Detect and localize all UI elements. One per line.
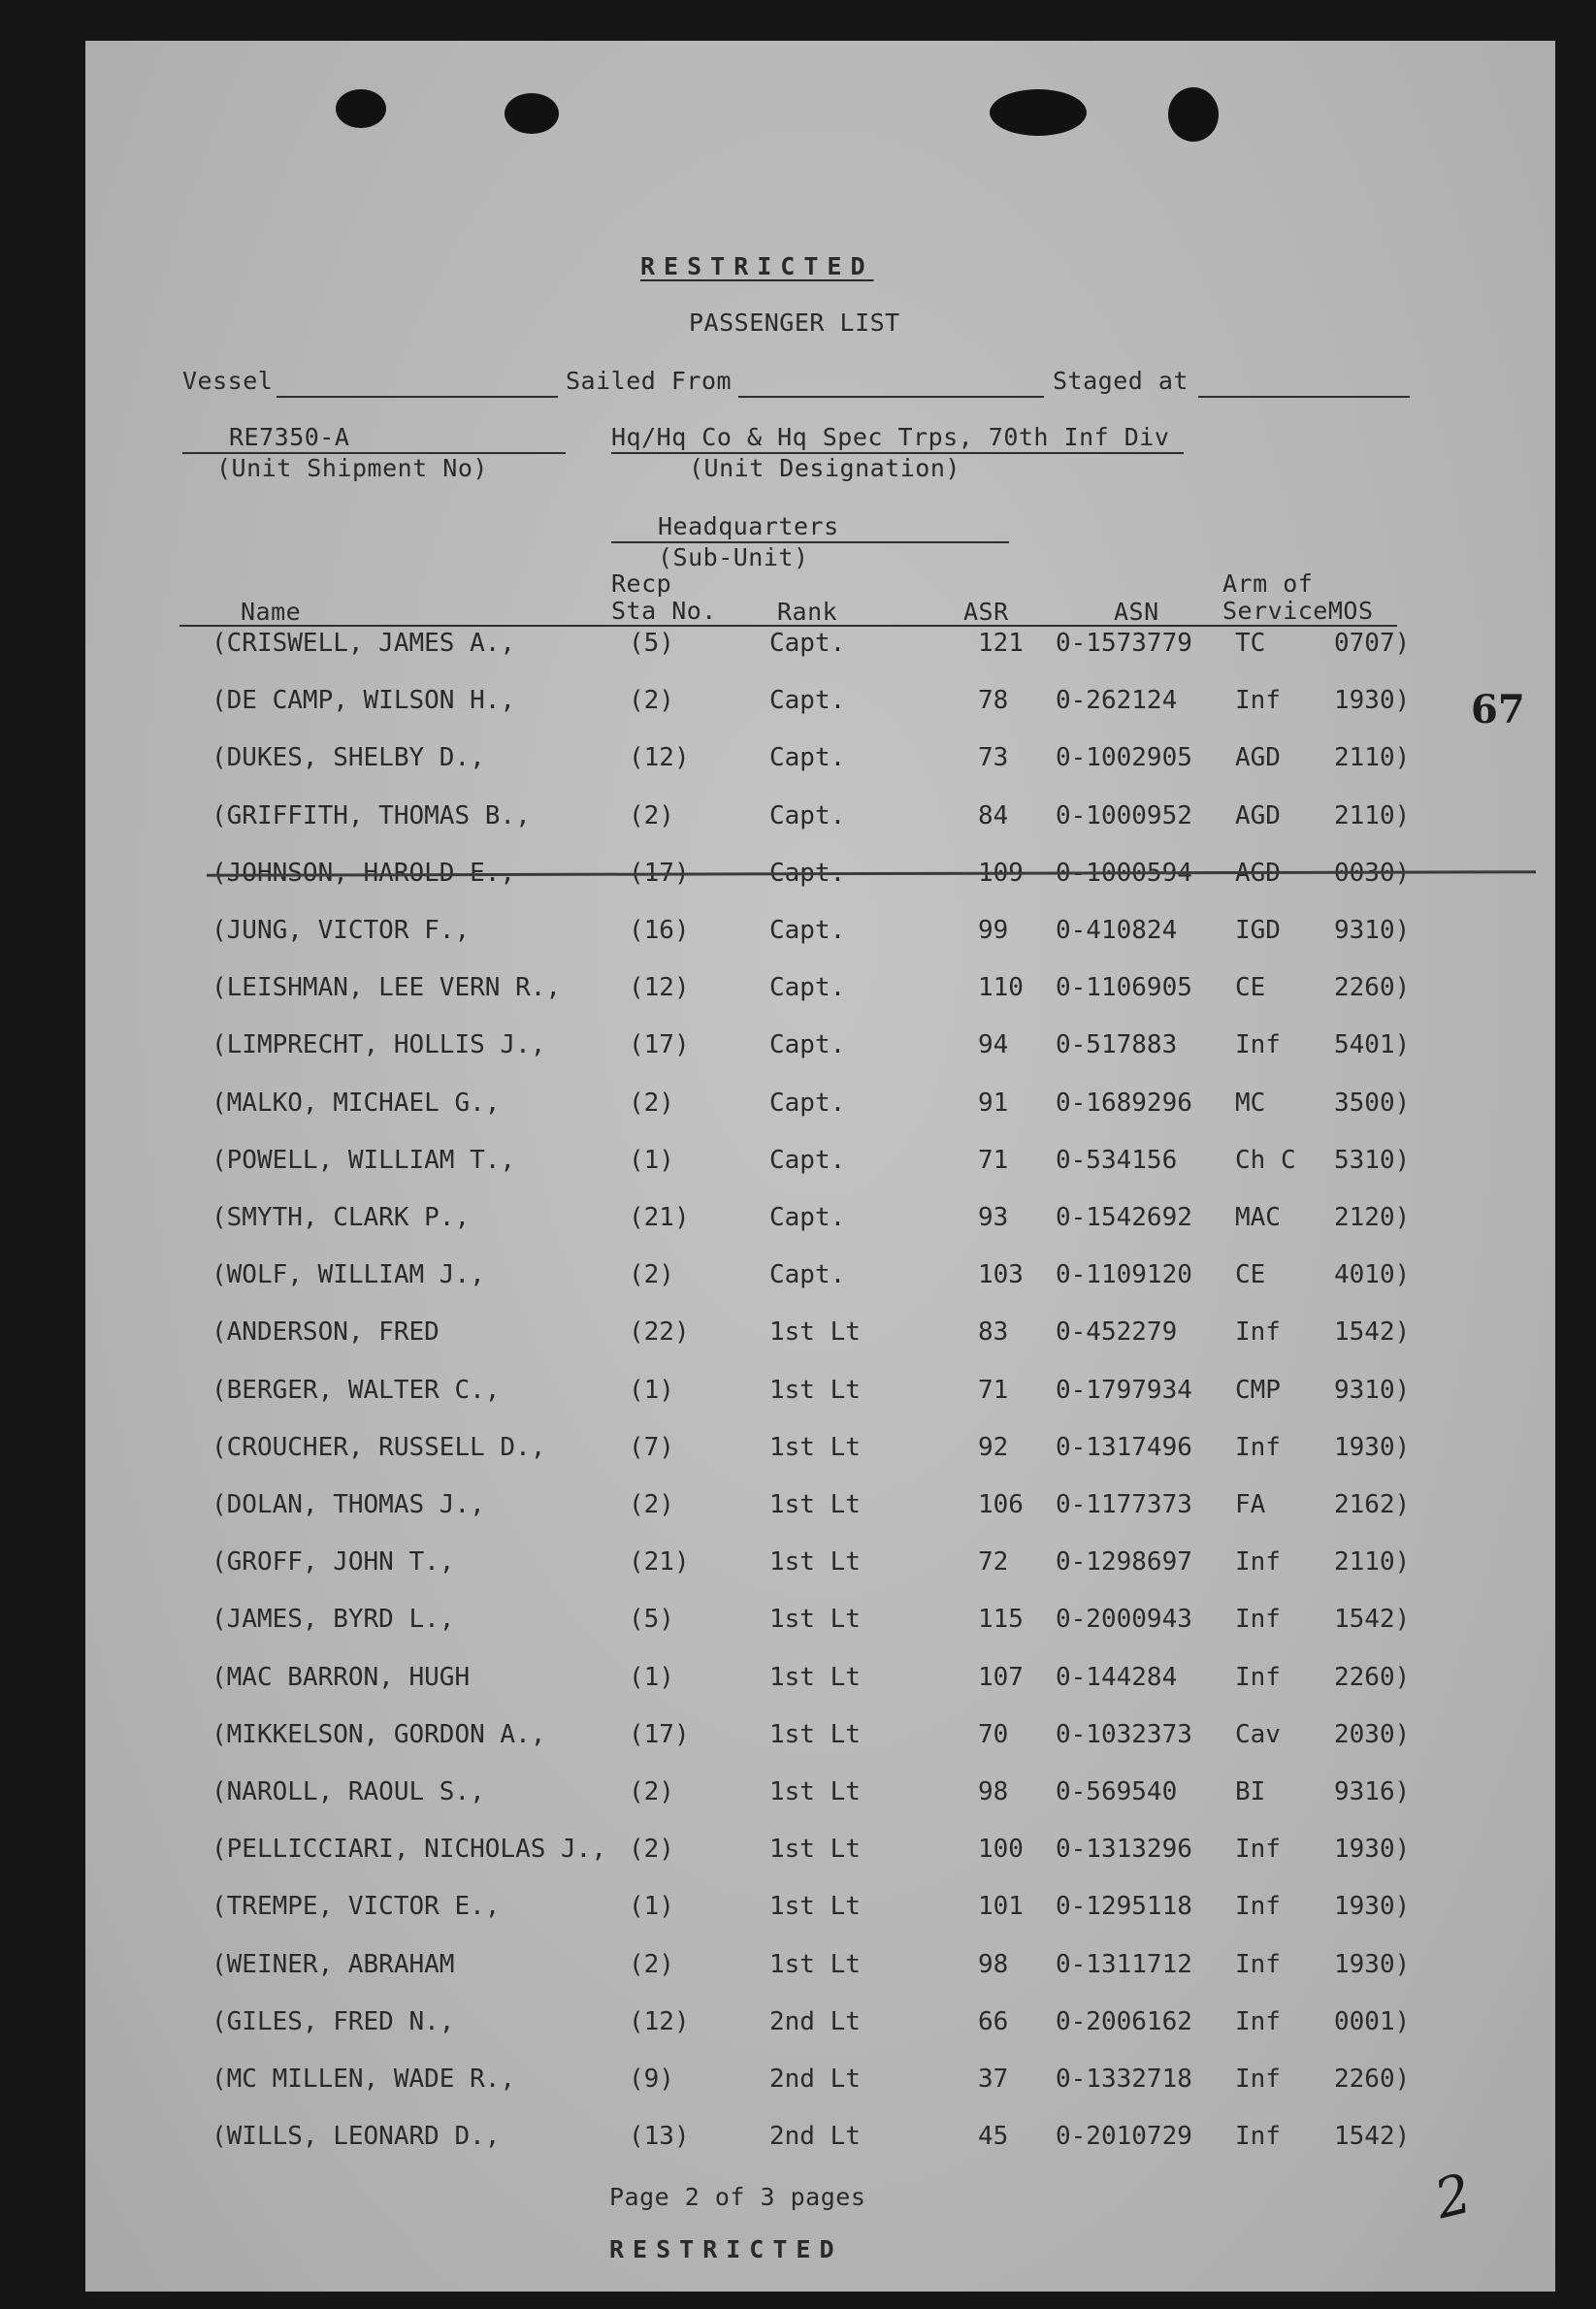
table-row	[85, 2120, 1555, 2159]
cell-arm-of-service: Inf	[1235, 1547, 1281, 1577]
cell-arm-of-service: TC	[1235, 629, 1266, 658]
cell-recp-sta-no: (22)	[629, 1317, 690, 1348]
cell-name: (CROUCHER, RUSSELL D.,	[212, 1432, 546, 1462]
table-row	[85, 1258, 1555, 1297]
cell-rank: Capt.	[769, 1203, 846, 1232]
column-header-recp-line1: Recp	[611, 569, 672, 598]
punch-hole	[990, 89, 1087, 136]
cell-rank: 1st Lt	[769, 1892, 861, 1922]
cell-recp-sta-no: (7)	[629, 1432, 674, 1462]
cell-asn: 0-517883	[1056, 1030, 1178, 1060]
table-row	[85, 741, 1555, 780]
cell-rank: Capt.	[769, 629, 846, 658]
cell-rank: 2nd Lt	[769, 2065, 861, 2094]
staged-at-label: Staged at	[1053, 367, 1189, 395]
unit-shipment-caption: (Unit Shipment No)	[216, 454, 488, 482]
table-row	[85, 1661, 1555, 1700]
cell-rank: 2nd Lt	[769, 2122, 861, 2152]
cell-recp-sta-no: (12)	[629, 973, 690, 1003]
cell-asr: 37	[978, 2065, 1009, 2094]
cell-arm-of-service: CE	[1235, 973, 1266, 1003]
cell-asr: 73	[978, 743, 1009, 773]
cell-asn: 0-1032373	[1056, 1719, 1192, 1749]
table-row	[85, 1890, 1555, 1929]
cell-asr: 106	[978, 1490, 1024, 1519]
cell-recp-sta-no: (5)	[629, 629, 674, 658]
column-header-asn: ASN	[1114, 598, 1159, 626]
cell-mos: 1930)	[1334, 1892, 1411, 1922]
cell-arm-of-service: AGD	[1235, 858, 1281, 888]
cell-asn: 0-2006162	[1056, 2006, 1192, 2036]
cell-recp-sta-no: (1)	[629, 1892, 674, 1922]
cell-recp-sta-no: (16)	[629, 916, 690, 945]
cell-arm-of-service: Inf	[1235, 1835, 1281, 1865]
cell-mos: 2110)	[1334, 743, 1411, 773]
cell-name: (WILLS, LEONARD D.,	[212, 2122, 501, 2152]
cell-recp-sta-no: (1)	[629, 1145, 674, 1175]
cell-arm-of-service: Inf	[1235, 2122, 1281, 2152]
table-row	[85, 1201, 1555, 1240]
punch-hole	[336, 89, 386, 128]
cell-mos: 2260)	[1334, 2065, 1411, 2094]
cell-recp-sta-no: (13)	[629, 2122, 690, 2152]
cell-asr: 78	[978, 686, 1009, 716]
cell-asn: 0-1295118	[1056, 1892, 1192, 1922]
cell-asn: 0-410824	[1056, 916, 1178, 945]
cell-asr: 91	[978, 1088, 1009, 1118]
cell-asr: 121	[978, 629, 1024, 658]
cell-asn: 0-1311712	[1056, 1949, 1192, 1979]
unit-designation-caption: (Unit Designation)	[689, 454, 961, 482]
cell-arm-of-service: Inf	[1235, 1949, 1281, 1979]
table-row	[85, 1545, 1555, 1584]
cell-recp-sta-no: (2)	[629, 1088, 674, 1118]
cell-rank: Capt.	[769, 1030, 846, 1060]
cell-name: (PELLICCIARI, NICHOLAS J.,	[212, 1835, 606, 1865]
cell-arm-of-service: CE	[1235, 1260, 1266, 1290]
column-header-rank: Rank	[777, 598, 838, 626]
table-row	[85, 1028, 1555, 1067]
cell-mos: 0001)	[1334, 2006, 1411, 2036]
table-row	[85, 1718, 1555, 1757]
cell-recp-sta-no: (2)	[629, 1490, 674, 1519]
cell-arm-of-service: FA	[1235, 1490, 1266, 1519]
cell-rank: Capt.	[769, 1145, 846, 1175]
sub-unit-caption: (Sub-Unit)	[658, 543, 809, 571]
cell-recp-sta-no: (1)	[629, 1375, 674, 1405]
cell-asr: 93	[978, 1203, 1009, 1232]
table-row	[85, 857, 1555, 895]
cell-rank: 1st Lt	[769, 1835, 861, 1865]
cell-rank: 1st Lt	[769, 1719, 861, 1749]
cell-arm-of-service: Ch C	[1235, 1145, 1296, 1175]
cell-mos: 2260)	[1334, 1662, 1411, 1692]
cell-arm-of-service: Inf	[1235, 1030, 1281, 1060]
cell-rank: Capt.	[769, 916, 846, 945]
cell-rank: Capt.	[769, 973, 846, 1003]
punch-hole	[1168, 87, 1219, 142]
table-row	[85, 914, 1555, 953]
cell-asr: 70	[978, 1719, 1009, 1749]
cell-mos: 9310)	[1334, 916, 1411, 945]
cell-name: (ANDERSON, FRED	[212, 1317, 440, 1348]
column-header-name: Name	[241, 598, 302, 626]
cell-asn: 0-1317496	[1056, 1432, 1192, 1462]
cell-name: (CRISWELL, JAMES A.,	[212, 629, 516, 658]
cell-recp-sta-no: (2)	[629, 1835, 674, 1865]
cell-mos: 2110)	[1334, 800, 1411, 830]
cell-name: (JAMES, BYRD L.,	[212, 1605, 455, 1635]
cell-mos: 9310)	[1334, 1375, 1411, 1405]
cell-recp-sta-no: (5)	[629, 1605, 674, 1635]
cell-mos: 3500)	[1334, 1088, 1411, 1118]
cell-mos: 2120)	[1334, 1203, 1411, 1232]
cell-asn: 0-1002905	[1056, 743, 1192, 773]
cell-name: (GROFF, JOHN T.,	[212, 1547, 455, 1577]
sailed-from-field-line	[738, 396, 1044, 398]
cell-mos: 2162)	[1334, 1490, 1411, 1519]
cell-mos: 0707)	[1334, 629, 1411, 658]
cell-asr: 71	[978, 1145, 1009, 1175]
table-row	[85, 1488, 1555, 1527]
cell-name: (LEISHMAN, LEE VERN R.,	[212, 973, 562, 1003]
cell-mos: 2260)	[1334, 973, 1411, 1003]
cell-arm-of-service: Inf	[1235, 2006, 1281, 2036]
column-header-arm-line2	[1222, 598, 1374, 625]
cell-recp-sta-no: (2)	[629, 800, 674, 830]
cell-rank: Capt.	[769, 743, 846, 773]
cell-mos: 1930)	[1334, 686, 1411, 716]
cell-asn: 0-1177373	[1056, 1490, 1192, 1519]
cell-asr: 66	[978, 2006, 1009, 2036]
cell-arm-of-service: MC	[1235, 1088, 1266, 1118]
table-row	[85, 1316, 1555, 1354]
cell-name: (POWELL, WILLIAM T.,	[212, 1145, 516, 1175]
cell-mos: 1930)	[1334, 1949, 1411, 1979]
cell-asr: 98	[978, 1949, 1009, 1979]
unit-designation: Hq/Hq Co & Hq Spec Trps, 70th Inf Div	[611, 423, 1170, 451]
cell-arm-of-service: Cav	[1235, 1719, 1281, 1749]
cell-asn: 0-452279	[1056, 1317, 1178, 1348]
cell-asr: 83	[978, 1317, 1009, 1348]
cell-mos: 5310)	[1334, 1145, 1411, 1175]
cell-asn: 0-1797934	[1056, 1375, 1192, 1405]
cell-name: (MIKKELSON, GORDON A.,	[212, 1719, 546, 1749]
column-header-arm-line1: Arm of	[1222, 569, 1314, 598]
cell-asn: 0-1298697	[1056, 1547, 1192, 1577]
cell-asn: 0-1332718	[1056, 2065, 1192, 2094]
cell-asr: 115	[978, 1605, 1024, 1635]
cell-recp-sta-no: (17)	[629, 1030, 690, 1060]
cell-recp-sta-no: (2)	[629, 1949, 674, 1979]
cell-asn: 0-1313296	[1056, 1835, 1192, 1865]
cell-asr: 100	[978, 1835, 1024, 1865]
table-row	[85, 1431, 1555, 1470]
cell-recp-sta-no: (2)	[629, 1260, 674, 1290]
cell-name: (MAC BARRON, HUGH	[212, 1662, 471, 1692]
unit-shipment-no: RE7350-A	[229, 423, 350, 451]
cell-asn: 0-1000952	[1056, 800, 1192, 830]
cell-rank: 1st Lt	[769, 1662, 861, 1692]
cell-recp-sta-no: (12)	[629, 743, 690, 773]
cell-recp-sta-no: (2)	[629, 686, 674, 716]
sailed-from-label: Sailed From	[566, 367, 733, 395]
page-info: Page 2 of 3 pages	[609, 2183, 866, 2211]
cell-recp-sta-no: (21)	[629, 1203, 690, 1232]
cell-name: (DOLAN, THOMAS J.,	[212, 1490, 485, 1519]
cell-recp-sta-no: (9)	[629, 2065, 674, 2094]
cell-asr: 109	[978, 858, 1024, 888]
cell-mos: 4010)	[1334, 1260, 1411, 1290]
cell-name: (SMYTH, CLARK P.,	[212, 1203, 471, 1232]
table-row	[85, 1775, 1555, 1814]
cell-rank: Capt.	[769, 858, 846, 888]
cell-rank: 1st Lt	[769, 1777, 861, 1806]
cell-asr: 99	[978, 916, 1009, 945]
table-row	[85, 1603, 1555, 1642]
cell-mos: 0030)	[1334, 858, 1411, 888]
cell-rank: 1st Lt	[769, 1547, 861, 1577]
table-row	[85, 799, 1555, 838]
cell-name: (MC MILLEN, WADE R.,	[212, 2065, 516, 2094]
cell-asr: 45	[978, 2122, 1009, 2152]
cell-name: (DUKES, SHELBY D.,	[212, 743, 485, 773]
cell-name: (NAROLL, RAOUL S.,	[212, 1777, 485, 1806]
cell-asn: 0-1106905	[1056, 973, 1192, 1003]
table-row	[85, 1087, 1555, 1125]
cell-asr: 94	[978, 1030, 1009, 1060]
cell-name: (WEINER, ABRAHAM	[212, 1949, 455, 1979]
stamp-number: 67	[1471, 687, 1525, 732]
cell-asr: 107	[978, 1662, 1024, 1692]
column-header-mos: MOS	[1327, 597, 1374, 625]
cell-asr: 92	[978, 1432, 1009, 1462]
cell-mos: 9316)	[1334, 1777, 1411, 1806]
cell-name: (JUNG, VICTOR F.,	[212, 916, 471, 945]
table-row	[85, 2005, 1555, 2044]
cell-recp-sta-no: (1)	[629, 1662, 674, 1692]
table-row	[85, 1144, 1555, 1183]
cell-arm-of-service: BI	[1235, 1777, 1266, 1806]
cell-asn: 0-262124	[1056, 686, 1178, 716]
document-page	[85, 41, 1555, 2292]
cell-recp-sta-no: (17)	[629, 858, 690, 888]
cell-asn: 0-1542692	[1056, 1203, 1192, 1232]
cell-mos: 1930)	[1334, 1835, 1411, 1865]
table-row	[85, 1374, 1555, 1413]
cell-name: (LIMPRECHT, HOLLIS J.,	[212, 1030, 546, 1060]
cell-rank: Capt.	[769, 800, 846, 830]
table-row	[85, 1948, 1555, 1987]
cell-asr: 110	[978, 973, 1024, 1003]
cell-mos: 2030)	[1334, 1719, 1411, 1749]
cell-recp-sta-no: (21)	[629, 1547, 690, 1577]
cell-asr: 98	[978, 1777, 1009, 1806]
column-header-recp-line2: Sta No.	[611, 597, 717, 625]
table-row	[85, 1833, 1555, 1871]
cell-asn: 0-534156	[1056, 1145, 1178, 1175]
cell-mos: 5401)	[1334, 1030, 1411, 1060]
table-row	[85, 627, 1555, 666]
cell-arm-of-service: AGD	[1235, 743, 1281, 773]
cell-arm-of-service: CMP	[1235, 1375, 1281, 1405]
cell-name: (WOLF, WILLIAM J.,	[212, 1260, 485, 1290]
cell-rank: 1st Lt	[769, 1375, 861, 1405]
punch-hole	[505, 93, 559, 134]
cell-rank: Capt.	[769, 686, 846, 716]
cell-rank: 1st Lt	[769, 1432, 861, 1462]
cell-asr: 84	[978, 800, 1009, 830]
cell-asr: 103	[978, 1260, 1024, 1290]
cell-arm-of-service: Inf	[1235, 1432, 1281, 1462]
cell-asr: 101	[978, 1892, 1024, 1922]
cell-mos: 1542)	[1334, 1317, 1411, 1348]
cell-asn: 0-1573779	[1056, 629, 1192, 658]
cell-asn: 0-569540	[1056, 1777, 1178, 1806]
cell-recp-sta-no: (17)	[629, 1719, 690, 1749]
cell-asn: 0-144284	[1056, 1662, 1178, 1692]
column-header-arm	[1222, 570, 1374, 625]
cell-arm-of-service: Inf	[1235, 2065, 1281, 2094]
cell-recp-sta-no: (2)	[629, 1777, 674, 1806]
sub-unit: Headquarters	[658, 512, 839, 540]
cell-name: (JOHNSON, HAROLD E.,	[212, 858, 516, 888]
cell-rank: 1st Lt	[769, 1317, 861, 1348]
cell-arm-of-service: AGD	[1235, 800, 1281, 830]
cell-arm-of-service: Inf	[1235, 686, 1281, 716]
column-header-arm-line2-text: Service	[1222, 597, 1328, 625]
handwritten-number: 2	[1428, 2162, 1478, 2232]
cell-rank: 1st Lt	[769, 1949, 861, 1979]
cell-name: (MALKO, MICHAEL G.,	[212, 1088, 501, 1118]
classification-top: RESTRICTED	[640, 252, 874, 280]
cell-mos: 1542)	[1334, 2122, 1411, 2152]
cell-asr: 71	[978, 1375, 1009, 1405]
cell-arm-of-service: Inf	[1235, 1317, 1281, 1348]
cell-name: (BERGER, WALTER C.,	[212, 1375, 501, 1405]
cell-asn: 0-1109120	[1056, 1260, 1192, 1290]
cell-name: (GRIFFITH, THOMAS B.,	[212, 800, 531, 830]
cell-rank: 1st Lt	[769, 1605, 861, 1635]
column-header-asr: ASR	[963, 598, 1009, 626]
cell-mos: 2110)	[1334, 1547, 1411, 1577]
table-row	[85, 971, 1555, 1010]
column-header-recp	[611, 570, 717, 625]
cell-name: (TREMPE, VICTOR E.,	[212, 1892, 501, 1922]
cell-mos: 1542)	[1334, 1605, 1411, 1635]
cell-rank: 2nd Lt	[769, 2006, 861, 2036]
cell-arm-of-service: Inf	[1235, 1605, 1281, 1635]
cell-asn: 0-1689296	[1056, 1088, 1192, 1118]
cell-rank: Capt.	[769, 1088, 846, 1118]
cell-recp-sta-no: (12)	[629, 2006, 690, 2036]
cell-arm-of-service: Inf	[1235, 1892, 1281, 1922]
vessel-field-line	[277, 396, 558, 398]
cell-arm-of-service: IGD	[1235, 916, 1281, 945]
document-title: PASSENGER LIST	[689, 309, 900, 337]
staged-at-field-line	[1198, 396, 1410, 398]
vessel-label: Vessel	[182, 367, 274, 395]
classification-bottom: RESTRICTED	[609, 2235, 843, 2263]
cell-arm-of-service: MAC	[1235, 1203, 1281, 1232]
cell-mos: 1930)	[1334, 1432, 1411, 1462]
cell-asn: 0-2010729	[1056, 2122, 1192, 2152]
table-row	[85, 684, 1555, 723]
cell-asn: 0-1000594	[1056, 858, 1192, 888]
cell-asn: 0-2000943	[1056, 1605, 1192, 1635]
table-row	[85, 2063, 1555, 2101]
cell-arm-of-service: Inf	[1235, 1662, 1281, 1692]
cell-asr: 72	[978, 1547, 1009, 1577]
cell-rank: Capt.	[769, 1260, 846, 1290]
cell-rank: 1st Lt	[769, 1490, 861, 1519]
cell-name: (GILES, FRED N.,	[212, 2006, 455, 2036]
cell-name: (DE CAMP, WILSON H.,	[212, 686, 516, 716]
